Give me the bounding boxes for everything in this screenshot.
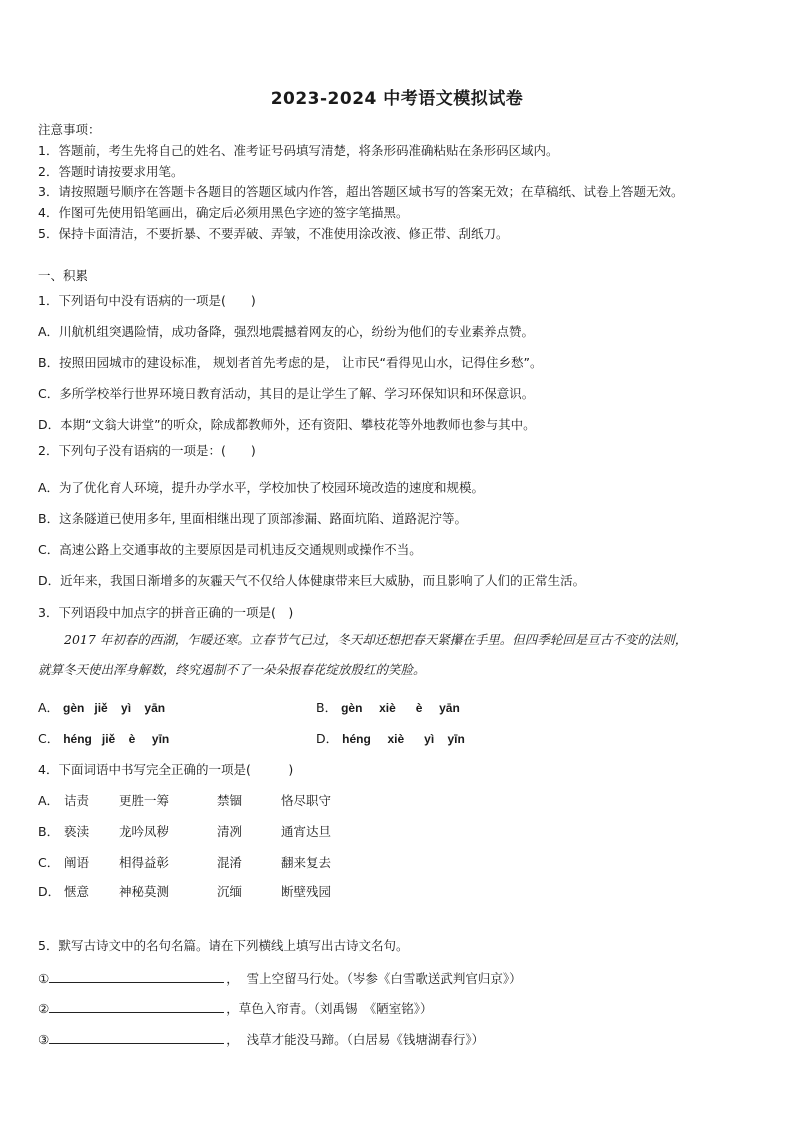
notice-heading: 注意事项： [38,122,101,137]
word: 龙吟凤秽 [119,824,170,839]
item-number: ② [38,1001,50,1016]
option-label: D． [38,884,61,899]
question-stem: 4．下面词语中书写完全正确的一项是( ) [38,762,294,777]
answer-option: A．为了优化育人环境，提升办学水平，学校加快了校园环境改造的速度和规模。 [38,480,485,495]
item-number: ③ [38,1032,50,1047]
option-label: C． [38,855,60,870]
word: 翻来复去 [281,855,332,870]
item-number: ① [38,971,50,986]
answer-option [38,700,165,716]
question-stem: 3．下列语段中加点字的拼音正确的一项是( ) [38,605,294,620]
option-pinyin: gèn jiě yì yān [63,701,166,715]
option-label: B． [316,700,338,715]
answer-option [316,731,465,747]
answer-option: A．川航机组突遇险情，成功备降，强烈地震撼着网友的心，纷纷为他们的专业素养点赞。 [38,324,535,339]
item-text: ， 浅草才能没马蹄。（白居易《钱塘湖春行》） [226,1032,485,1047]
word: 相得益彰 [119,855,170,870]
word: 更胜一筹 [119,793,170,808]
answer-blank[interactable] [49,970,224,983]
question-stem: 1．下列语句中没有语病的一项是( ) [38,293,256,308]
answer-option: D．本期“文翁大讲堂”的听众，除成都教师外，还有资阳、攀枝花等外地教师也参与其中。 [38,417,536,432]
word: 诘责 [64,793,90,808]
option-label: C． [38,731,60,746]
answer-option: B．这条隧道已使用多年, 里面相继出现了顶部渗漏、路面坑陷、道路泥泞等。 [38,511,468,526]
answer-option: C．多所学校举行世界环境日教育活动，其目的是让学生了解、学习环保知识和环保意识。 [38,386,535,401]
reading-passage: 2017 年初春的西湖，乍暖还寒。立春节气已过，冬天却还想把春天紧攥在手里。但四季轮回是亘古不变的法则， [64,632,688,647]
fill-blank-item [38,1000,432,1017]
option-pinyin: héng jiě è yīn [63,732,170,746]
section-heading: 一、积累 [38,268,89,283]
notice-item: 2．答题时请按要求用笔。 [38,164,184,179]
answer-option [38,731,169,747]
word: 禁锢 [217,793,243,808]
fill-blank-item [38,1031,484,1048]
item-text: ， 雪上空留马行处。（岑参《白雪歌送武判官归京》） [226,971,522,986]
option-label: B． [38,824,60,839]
page-title: 2023-2024 中考语文模拟试卷 [270,89,524,109]
word: 惬意 [64,884,90,899]
word: 恪尽职守 [281,793,332,808]
notice-item: 3．请按照题号顺序在答题卡各题目的答题区域内作答，超出答题区域书写的答案无效；在草稿纸、试卷上答题无效。 [38,184,684,199]
answer-option [316,700,460,716]
notice-item: 5．保持卡面清洁，不要折暴、不要弄破、弄皱，不准使用涂改液、修正带、刮纸刀。 [38,226,509,241]
question-stem: 5．默写古诗文中的名句名篇。请在下列横线上填写出古诗文名句。 [38,938,409,953]
option-label: A． [38,793,60,808]
word: 混淆 [217,855,243,870]
item-text: ，草色入帘青。（刘禹锡 《陋室铭》） [226,1001,433,1016]
answer-option: C．高速公路上交通事故的主要原因是司机违反交通规则或操作不当。 [38,542,422,557]
notice-item: 1．答题前，考生先将自己的姓名、准考证号码填写清楚，将条形码准确粘贴在条形码区域内。 [38,143,559,158]
answer-blank[interactable] [49,1031,224,1044]
notice-item: 4．作图可先使用铅笔画出，确定后必须用黑色字迹的签字笔描黑。 [38,205,409,220]
word: 阐语 [64,855,90,870]
word: 神秘莫测 [119,884,170,899]
option-label: A． [38,700,60,715]
word: 通宵达旦 [281,824,332,839]
answer-blank[interactable] [49,1000,224,1013]
word: 断壁残园 [281,884,332,899]
option-pinyin: gèn xiè è yān [341,701,460,715]
question-stem: 2．下列句子没有语病的一项是：( ) [38,443,256,458]
word: 亵渎 [64,824,90,839]
answer-option: D．近年来，我国日渐增多的灰霾天气不仅给人体健康带来巨大威胁，而且影响了人们的正常生活。 [38,573,586,588]
word: 沉缅 [217,884,243,899]
option-label: D． [316,731,339,746]
fill-blank-item [38,970,522,987]
reading-passage: 就算冬天使出浑身解数，终究遏制不了一朵朵报春花绽放殷红的笑脸。 [38,662,426,677]
word: 清冽 [217,824,243,839]
answer-option: B．按照田园城市的建设标准， 规划者首先考虑的是， 让市民“看得见山水，记得住乡愁”。 [38,355,543,370]
option-pinyin: héng xiè yì yīn [342,732,465,746]
